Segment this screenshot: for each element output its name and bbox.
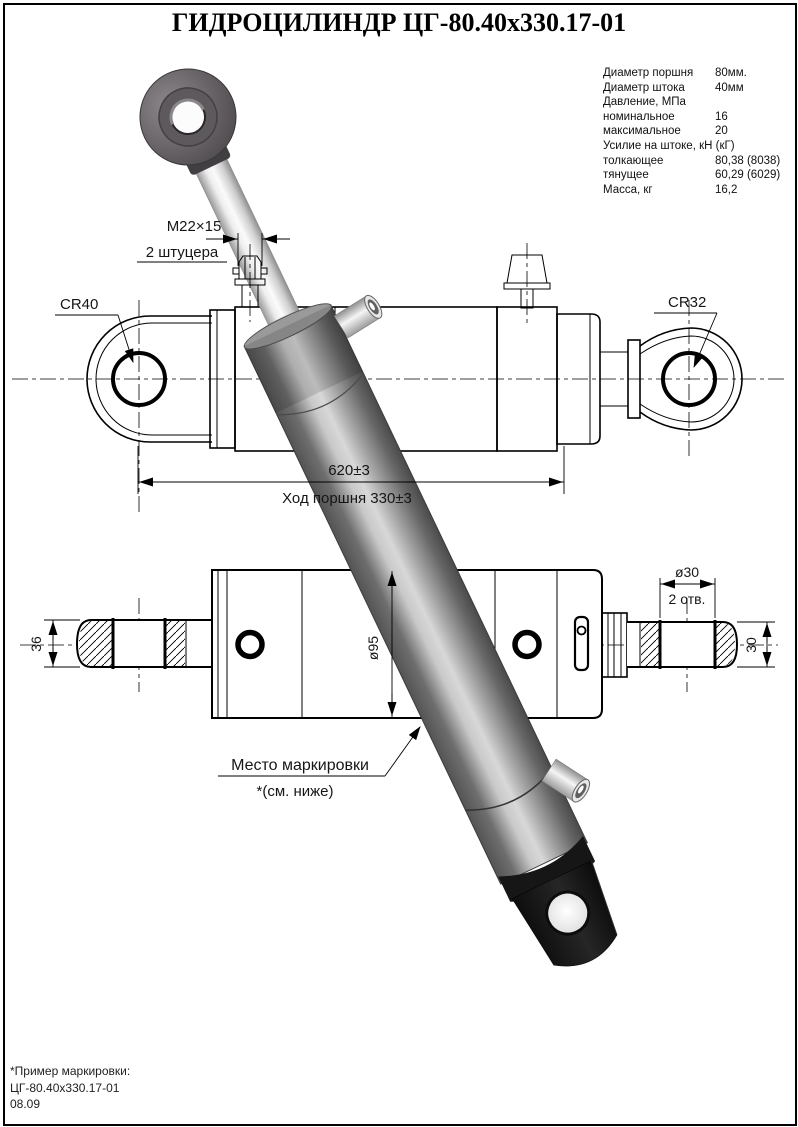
thread-label: М22×15 (166, 218, 222, 235)
spec-value: 20 (715, 125, 728, 138)
right-pin-hatch (641, 623, 659, 666)
cylinder-3d-render (124, 53, 634, 982)
spec-label: Диаметр поршня (603, 67, 694, 79)
spec-label: тянущее (603, 169, 649, 182)
spec-value: 80мм. (715, 67, 747, 79)
hole-dia-label: ø30 (674, 564, 700, 580)
dim-pin-right (737, 622, 775, 667)
cr40-label: CR40 (60, 296, 99, 313)
length-label: 620±3 (328, 462, 370, 479)
dim-pin-left (28, 620, 80, 667)
spec-value: 40мм (715, 81, 744, 94)
leader-marking (218, 727, 420, 800)
left-pin-hatch-cap (79, 621, 112, 666)
spec-value: 16 (715, 110, 728, 123)
drawing-title: ГИДРОЦИЛИНДР ЦГ-80.40х330.17-01 (171, 8, 627, 37)
marking-label: Место маркировки (231, 757, 369, 774)
spec-label: Диаметр штока (603, 81, 685, 94)
spec-label: Усилие на штоке, кН (кГ) (603, 139, 735, 152)
marking-example (10, 1063, 130, 1113)
spec-label: максимальное (603, 125, 681, 138)
spec-label: Масса, кг (603, 183, 653, 196)
leader-cr40 (55, 296, 133, 362)
pin-right-label: 30 (743, 637, 759, 653)
marking-example-line3: 08.09 (10, 1097, 41, 1111)
spec-value: 60,29 (6029) (715, 169, 781, 182)
note-fittings (137, 244, 227, 262)
barrel-dia-label: ø95 (365, 635, 381, 661)
spec-value: 16,2 (715, 183, 738, 196)
left-pin-hatch (166, 621, 185, 666)
fittings-note: 2 штуцера (145, 244, 219, 261)
spec-label: Давление, МПа (603, 96, 686, 109)
marking-example-line2: ЦГ-80.40х330.17-01 (10, 1080, 120, 1095)
holes-note: 2 отв. (668, 591, 706, 607)
spec-value: 80,38 (8038) (715, 154, 781, 167)
marking-note: *(см. ниже) (256, 783, 334, 800)
key-slot (575, 617, 588, 670)
marking-example-line1: *Пример маркировки: (10, 1064, 131, 1078)
right-pin-hatch-cap (716, 623, 735, 666)
pin-left-label: 36 (28, 636, 44, 652)
spec-label: толкающее (603, 154, 664, 167)
dim-hole-dia (660, 564, 715, 618)
spec-label: номинальное (603, 110, 675, 123)
port-fitting-rear (504, 243, 550, 325)
stroke-label: Ход поршня 330±3 (282, 490, 412, 507)
cr32-label: CR32 (668, 294, 707, 311)
